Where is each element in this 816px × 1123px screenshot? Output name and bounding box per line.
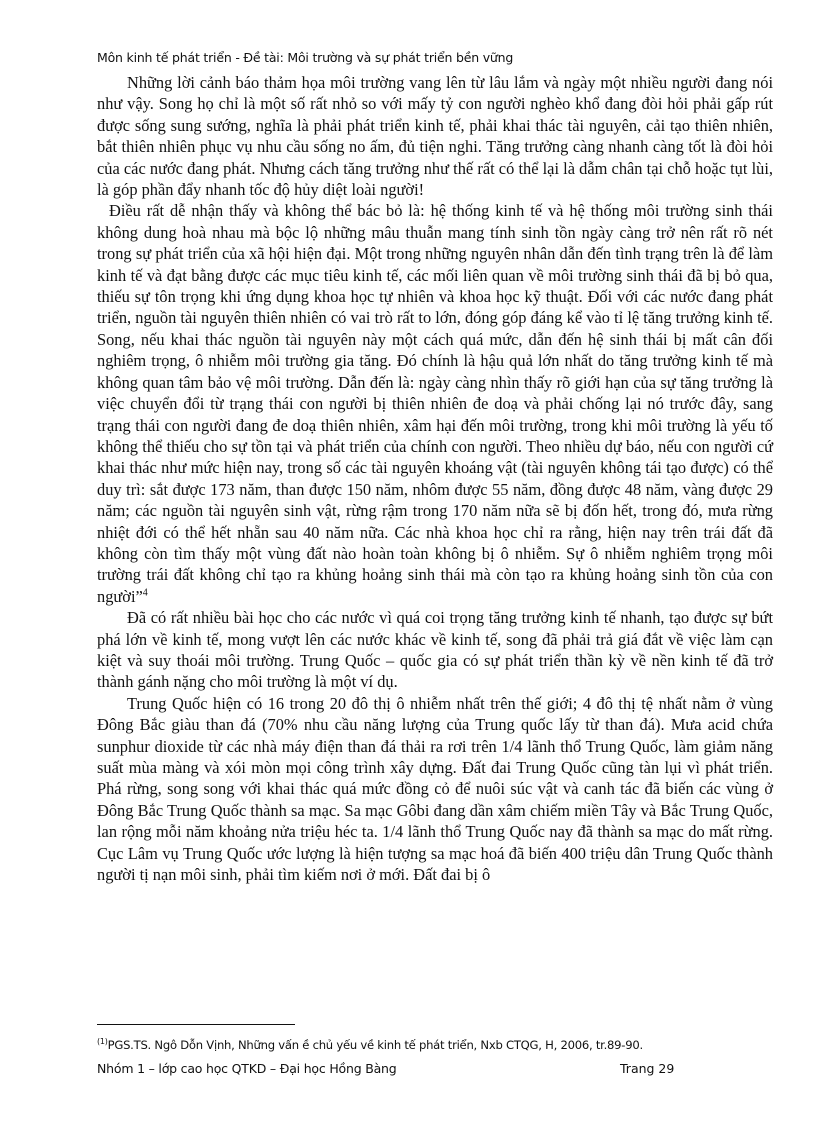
paragraph-2-text: Điều rất dễ nhận thấy và không thể bác bỏ là: hệ thống kinh tế và hệ thống môi trường sinh thái không dung hoà nhau mà bộc lộ những mâu thuẫn mang tính sinh tồn ngày càng trở nên rất rõ nét trong sự phát triển của xã hội hiện đại. Một trong những nguyên nhân dẫn đến tình trạng trên là để làm kinh tế và đạt bằng được các mục tiêu kinh tế, các mối liên quan về môi trường sinh thái đã bị bỏ qua, thiếu sự tôn trọng khi ứng dụng khoa học tự nhiên và khoa học kỹ thuật. Đối với các nước đang phát triển, nguồn tài nguyên thiên nhiên có vai trò rất to lớn, đóng góp đáng kể vào tỉ lệ tăng trưởng kinh tế. Song, nếu khai thác nguồn tài nguyên này một cách quá mức, dẫn đến hệ sinh thái bị mất cân đối nghiêm trọng, ô nhiễm môi trường gia tăng. Đó chính là hậu quả lớn nhất do tăng trưởng kinh tế mà không quan tâm bảo vệ môi trường. Dẫn đến là: ngày càng nhìn thấy rõ giới hạn của sự tăng trưởng là việc chuyển đổi từ trạng thái con người bị thiên nhiên đe doạ và phải chống lại nó trước đây, sang trạng thái con người đang đe doạ thiên nhiên, xâm hại đến môi trường, trong khi môi trường là yếu tố không thể thiếu cho sự tồn tại và phát triển của chính con người. Theo nhiều dự báo, nếu con người cứ khai thác như mức hiện nay, trong số các tài nguyên khoáng vật (tài nguyên không tái tạo được) có thể duy trì: sắt được 173 năm, than được 150 năm, nhôm được 55 năm, đồng được 48 năm, vàng được 29 năm; các nguồn tài nguyên sinh vật, rừng rậm trong 170 năm nữa sẽ bị đốn hết, trong đó, mưa rừng nhiệt đới có thể hết nhẵn sau 40 năm nữa. Các nhà khoa học chỉ ra rằng, hiện nay trên trái đất đã không còn tìm thấy một vùng đất nào hoàn toàn không bị ô nhiễm. Sự ô nhiễm nghiêm trọng môi trường trái đất không chỉ tạo ra khủng hoảng sinh thái mà còn tạo ra khủng hoảng sinh tồn của con người” bbox=[97, 201, 773, 606]
document-body bbox=[97, 72, 773, 885]
footnote-reference[interactable]: 4 bbox=[142, 587, 148, 599]
paragraph-2 bbox=[97, 200, 773, 607]
paragraph-1: Những lời cảnh báo thảm họa môi trường vang lên từ lâu lắm và ngày một nhiều người đang nói như vậy. Song họ chỉ là một số rất nhỏ so với mấy tỷ con người nghèo khổ đang đòi hỏi phải gấp rút được sống sung sướng, nghĩa là phải phát triển kinh tế, phải khai thác tài nguyên, cải tạo thiên nhiên, bắt thiên nhiên phục vụ nhu cầu sống no ấm, đủ tiện nghi. Tăng trưởng càng nhanh càng tốt là đòi hỏi của các nước đang phát. Nhưng cách tăng trưởng như thế rất có thể lại là dẫm chân tại chỗ hoặc tụt lùi, là góp phần đẩy nhanh tốc độ hủy diệt loài người! bbox=[97, 73, 773, 200]
page-header: Môn kinh tế phát triển - Đề tài: Môi trường và sự phát triển bền vững bbox=[97, 50, 514, 65]
paragraph-4: Trung Quốc hiện có 16 trong 20 đô thị ô nhiễm nhất trên thế giới; 4 đô thị tệ nhất nằm ở vùng Đông Bắc giàu than đá (70% nhu cầu năng lượng của Trung quốc lấy từ than đá). Mưa acid chứa sunphur dioxide từ các nhà máy điện than đá thải ra rơi trên 1/4 lãnh thổ Trung Quốc, làm giảm năng suất mùa màng và xói mòn mọi công trình xây dựng. Đất đai Trung Quốc cũng tàn lụi vì phát triển. Phá rừng, song song với khai thác quá mức đồng cỏ để nuôi súc vật và canh tác đã biến các vùng ở Đông Bắc Trung Quốc thành sa mạc. Sa mạc Gôbi đang dần xâm chiếm miền Tây và Bắc Trung Quốc, lan rộng mỗi năm khoảng nửa triệu héc ta. 1/4 lãnh thổ Trung Quốc nay đã thành sa mạc do mất rừng. Cục Lâm vụ Trung Quốc ước lượng là hiện tượng sa mạc hoá đã biến 400 triệu dân Trung Quốc thành người tị nạn môi sinh, phải tìm kiếm nơi ở mới. Đất đai bị ô bbox=[97, 693, 773, 885]
footnote-text: PGS.TS. Ngô Dỗn Vịnh, Những vấn ề chủ yếu về kinh tế phát triển, Nxb CTQG, H, 2006, tr.89-90. bbox=[107, 1038, 643, 1052]
page-number: Trang 29 bbox=[620, 1061, 675, 1076]
footnote bbox=[97, 1038, 787, 1052]
paragraph-3: Đã có rất nhiều bài học cho các nước vì quá coi trọng tăng trưởng kinh tế nhanh, tạo được sự bứt phá lớn về kinh tế, mong vượt lên các nước khác về kinh tế, song đã phải trả giá đắt về việc làm cạn kiệt và suy thoái môi trường. Trung Quốc – quốc gia có sự phát triển thần kỳ về nền kinh tế đã trở thành gánh nặng cho môi trường là một ví dụ. bbox=[97, 608, 773, 692]
page-footer: Nhóm 1 – lớp cao học QTKD – Đại học Hồng Bàng bbox=[97, 1061, 397, 1076]
footnote-mark: (1) bbox=[97, 1037, 108, 1047]
footnote-separator bbox=[97, 1024, 295, 1025]
